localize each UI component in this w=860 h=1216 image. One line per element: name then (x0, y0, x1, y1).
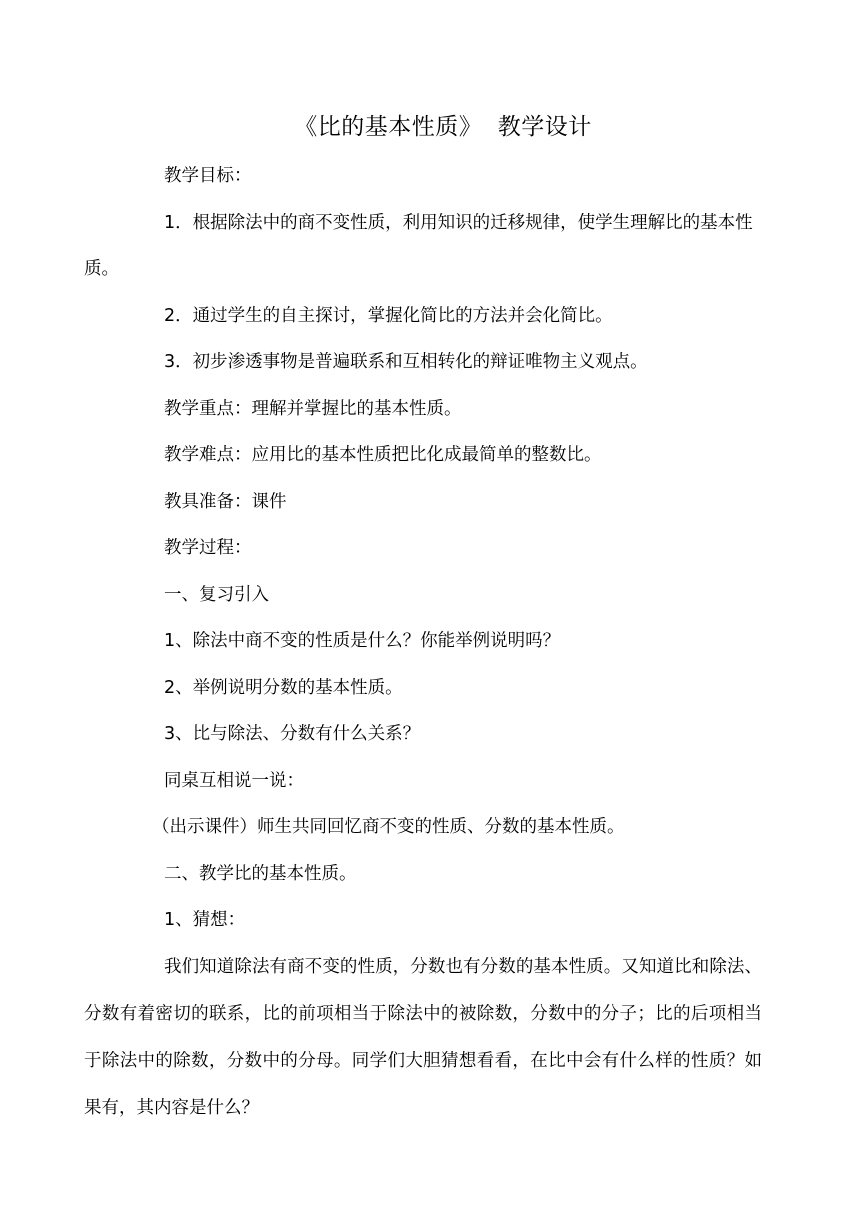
review-question-2: 2、举例说明分数的基本性质。 (164, 677, 403, 698)
subsection-guess-heading: 1、猜想： (164, 910, 246, 930)
document-title: 《比的基本性质》 教学设计 (294, 114, 592, 140)
paragraph-courseware: （出示课件）师生共同回忆商不变的性质、分数的基本性质。 (152, 817, 625, 837)
review-question-1: 1、除法中商不变的性质是什么？你能举例说明吗？ (164, 631, 561, 651)
paragraph-pair-discussion: 同桌互相说一说： (164, 770, 304, 791)
paragraph-objective-1: 1．根据除法中的商不变性质，利用知识的迁移规律，使学生理解比的基本性质。 (84, 212, 753, 279)
paragraph-objectives-heading: 教学目标： (164, 166, 252, 186)
paragraph-key-point: 教学重点：理解并掌握比的基本性质。 (164, 398, 462, 419)
section-1-heading: 一、复习引入 (164, 584, 269, 605)
paragraph-process-heading: 教学过程： (164, 538, 252, 558)
paragraph-guess-body: 我们知道除法有商不变的性质，分数也有分数的基本性质。又知道比和除法、分数有着密切的联系，比的前项相当于除法中的被除数，分数中的分子；比的后项相当于除法中的除数，分数中的分母。同学们大胆猜想看看，在比中会有什么样的性质？如果有，其内容是什么？ (84, 956, 762, 1118)
review-question-3: 3、比与除法、分数有什么关系？ (164, 724, 421, 744)
paragraph-objective-2: 2．通过学生的自主探讨，掌握化简比的方法并会化简比。 (164, 305, 613, 326)
paragraph-objective-3: 3．初步渗透事物是普遍联系和互相转化的辩证唯物主义观点。 (164, 352, 648, 372)
paragraph-difficulty: 教学难点：应用比的基本性质把比化成最简单的整数比。 (164, 445, 602, 465)
paragraph-materials: 教具准备：课件 (164, 491, 287, 512)
section-2-heading: 二、教学比的基本性质。 (164, 863, 357, 884)
